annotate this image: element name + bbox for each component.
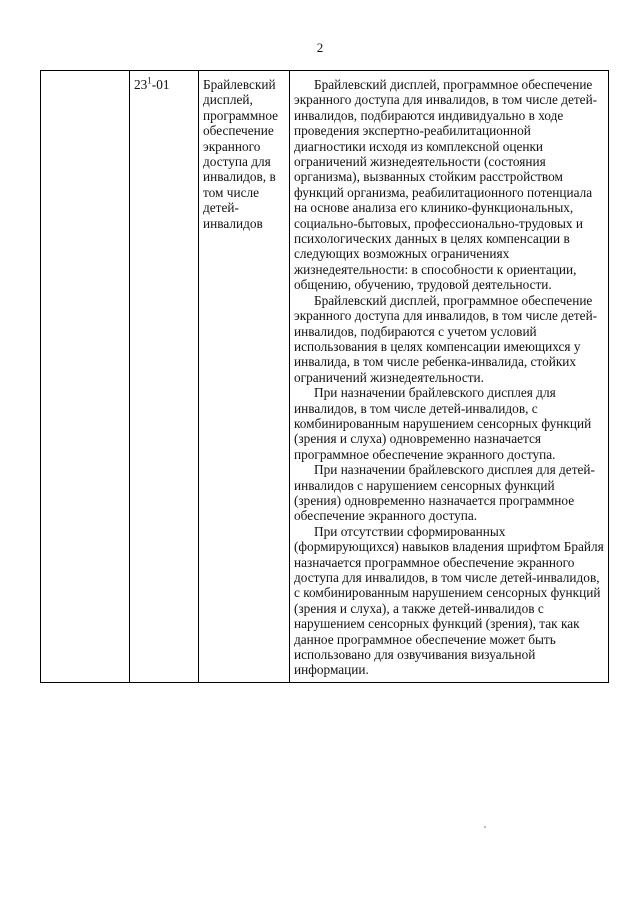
table-cell-name [199,71,290,683]
table-cell-description [290,71,609,683]
scan-artifact-dot [484,826,486,828]
item-name: Брайлевский дисплей, программное обеспечение экранного доступа для инвалидов, в том числе детей-инвалидов [203,77,279,231]
description-paragraph: При отсутствии сформированных (формирующихся) навыков владения шрифтом Брайля назначается программное обеспечение экранного доступа для инвалидов, в том числе детей-инвалидов, с комбинированным нарушением сенсорных функций (зрения и слуха), а также детей-инвалидов с нарушением сенсорных функций (зрения), так как данное программное обеспечение может быть использовано для озвучивания визуальной информации. [294,523,604,678]
item-code-main: 23 [134,77,148,92]
table-row [41,71,609,683]
description-paragraph: При назначении брайлевского дисплея для инвалидов, в том числе детей-инвалидов, с комбинированным нарушением сенсорных функций (зрения и слуха) одновременно назначается программное обеспечение экранного доступа. [294,385,592,462]
description-paragraph: При назначении брайлевского дисплея для детей-инвалидов с нарушением сенсорных функций (зрения) одновременно назначается программное обеспечение экранного доступа. [294,462,595,524]
item-code-suffix: -01 [151,77,170,92]
page-number: 2 [316,40,324,55]
item-code-superscript: 1 [147,75,152,86]
table-cell-code [130,71,199,683]
description-paragraph: Брайлевский дисплей, программное обеспечение экранного доступа для инвалидов, в том числе детей-инвалидов, подбираются с учетом условий использования в целях компенсации имеющихся у инвалида, в том числе ребенка-инвалида, стойких ограничений жизнедеятельности. [294,292,598,385]
criteria-table [40,70,609,683]
description-paragraph: Брайлевский дисплей, программное обеспечение экранного доступа для инвалидов, в том числе детей-инвалидов, подбираются индивидуально в ходе проведения экспертно-реабилитационной диагностики исходя из комплексной оценки ограничений жизнедеятельности (состояния организма), вызванных стойким расстройством функций организма, реабилитационного потенциала на основе анализа его клинико-функциональных, социально-бытовых, профессионально-трудовых и психологических данных в целях компенсации в следующих возможных ограничениях жизнедеятельности: в способности к ориентации, общению, обучению, трудовой деятельности. [294,77,598,293]
table-cell-empty [41,71,130,683]
item-code [134,77,170,92]
